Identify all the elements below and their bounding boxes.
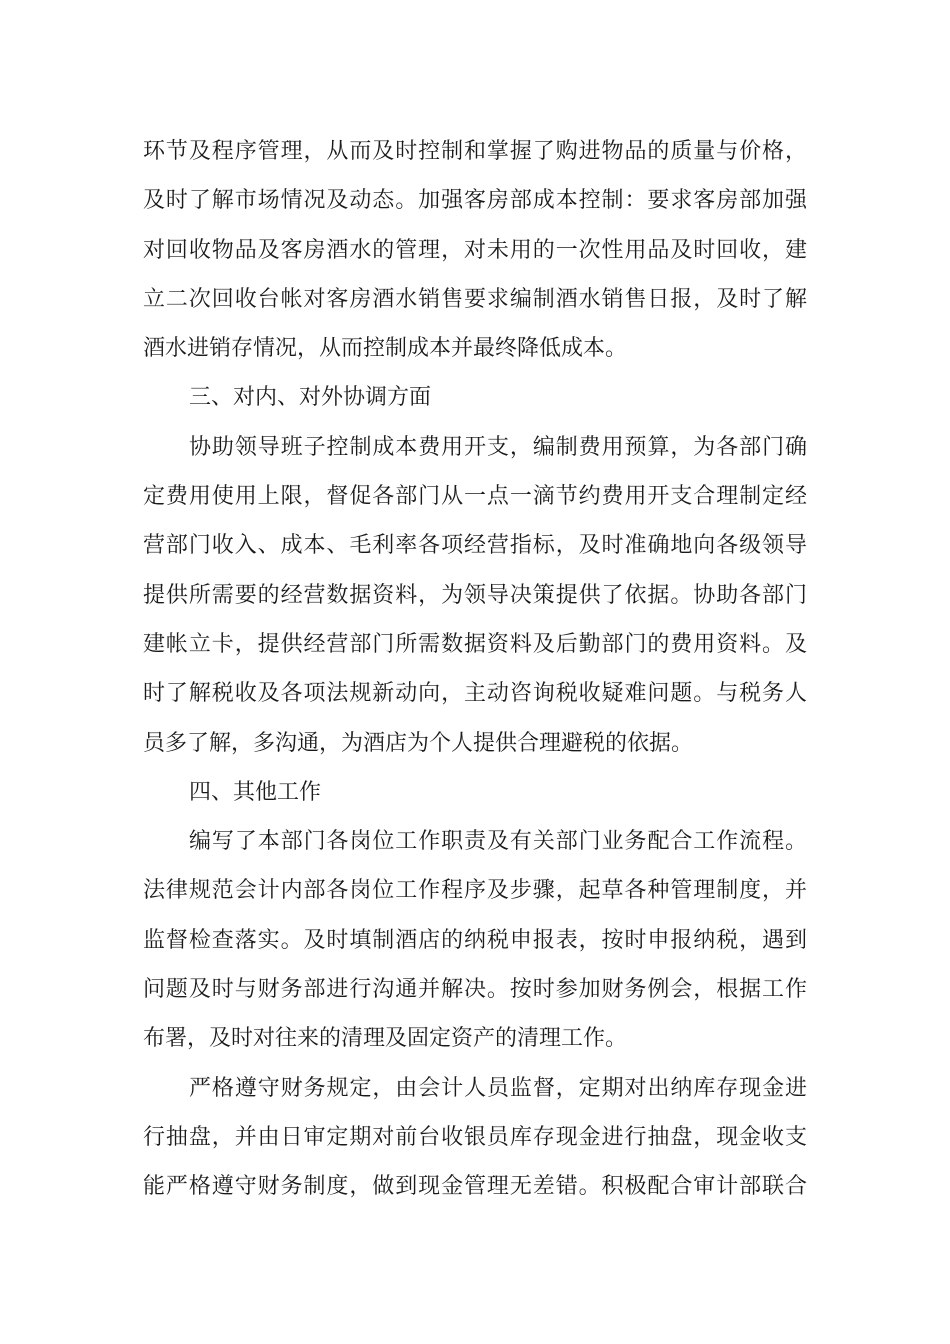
text-line: 营部门收入、成本、毛利率各项经营指标，及时准确地向各级领导 bbox=[143, 533, 807, 559]
text-line: 环节及程序管理，从而及时控制和掌握了购进物品的质量与价格， bbox=[143, 139, 807, 164]
text-line: 行抽盘，并由日审定期对前台收银员库存现金进行抽盘，现金收支 bbox=[143, 1124, 807, 1150]
text-line: 提供所需要的经营数据资料，为领导决策提供了依据。协助各部门 bbox=[143, 582, 807, 608]
text-line: 协助领导班子控制成本费用开支，编制费用预算，为各部门确 bbox=[189, 434, 807, 460]
text-line: 能严格遵守财务制度，做到现金管理无差错。积极配合审计部联合 bbox=[143, 1174, 807, 1200]
text-line: 员多了解，多沟通，为酒店为个人提供合理避税的依据。 bbox=[143, 730, 694, 756]
text-line: 严格遵守财务规定，由会计人员监督，定期对出纳库存现金进 bbox=[189, 1075, 807, 1101]
text-line: 及时了解市场情况及动态。加强客房部成本控制：要求客房部加强 bbox=[143, 188, 807, 214]
section-heading: 四、其他工作 bbox=[189, 779, 322, 805]
text-line: 法律规范会计内部各岗位工作程序及步骤，起草各种管理制度，并 bbox=[143, 878, 807, 904]
text-line: 时了解税收及各项法规新动向，主动咨询税收疑难问题。与税务人 bbox=[143, 681, 807, 707]
text-line: 对回收物品及客房酒水的管理，对未用的一次性用品及时回收，建 bbox=[143, 237, 807, 263]
document-body bbox=[143, 127, 807, 1212]
section-heading: 三、对内、对外协调方面 bbox=[189, 385, 432, 411]
text-line: 监督检查落实。及时填制酒店的纳税申报表，按时申报纳税，遇到 bbox=[143, 927, 807, 953]
text-line: 布署，及时对往来的清理及固定资产的清理工作。 bbox=[143, 1026, 628, 1052]
text-line: 酒水进销存情况，从而控制成本并最终降低成本。 bbox=[143, 336, 628, 362]
text-line: 建帐立卡，提供经营部门所需数据资料及后勤部门的费用资料。及 bbox=[143, 631, 807, 657]
text-line: 问题及时与财务部进行沟通并解决。按时参加财务例会，根据工作 bbox=[143, 977, 807, 1003]
text-line: 立二次回收台帐对客房酒水销售要求编制酒水销售日报，及时了解 bbox=[143, 286, 807, 312]
text-line: 编写了本部门各岗位工作职责及有关部门业务配合工作流程。 bbox=[189, 829, 807, 855]
text-line: 定费用使用上限，督促各部门从一点一滴节约费用开支合理制定经 bbox=[143, 484, 807, 510]
